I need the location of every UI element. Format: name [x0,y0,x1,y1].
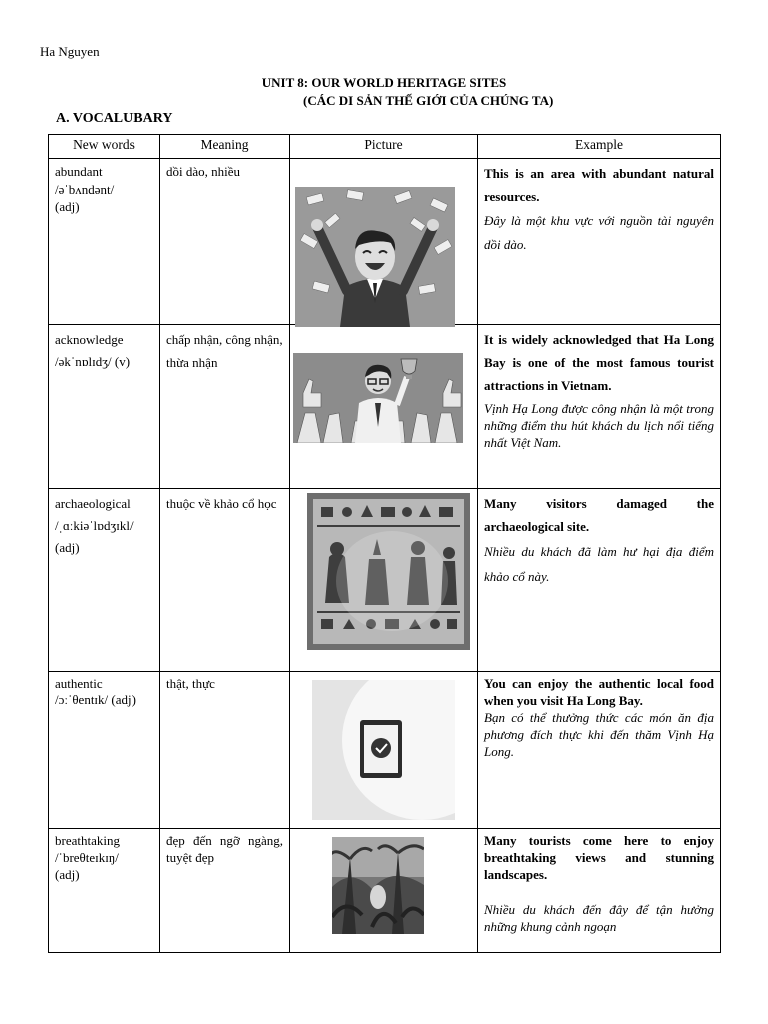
word-cell [49,672,160,829]
picture-cell [290,159,478,325]
word-cell [49,325,160,489]
vocab-pronunciation: /ɔːˈθentɪk/ (adj) [55,691,136,707]
example-cell [478,672,721,829]
jungle-landscape-image [332,837,424,934]
vocab-meaning: dồi dào, nhiều [166,164,241,179]
example-cell [478,489,721,672]
example-vietnamese: Đây là một khu vực với nguồn tài nguyên dồi dào. [484,212,714,253]
meaning-cell [160,672,290,829]
author-name: Ha Nguyen [40,44,100,59]
example-cell [478,159,721,325]
meaning-cell [160,325,290,489]
header-picture: Picture [290,135,478,159]
picture-cell [290,829,478,953]
example-english: It is widely acknowledged that Ha Long Bay is one of the most famous tourist attractions in Vietnam. [484,332,714,393]
vocab-word: breathtaking [55,833,120,848]
word-cell [49,159,160,325]
vocab-pronunciation: /ˈbreθteɪkɪŋ/ [55,849,119,865]
example-vietnamese: Vịnh Hạ Long được công nhận là một trong những điểm thu hút khách du lịch nổi tiếng nhất Việt Nam. [484,401,714,451]
vocab-meaning: đẹp đến ngỡ ngàng, tuyệt đẹp [166,833,283,865]
table-row [49,489,721,672]
egyptian-hieroglyph-image [307,493,470,650]
example-english: Many visitors damaged the archaeological site. [484,496,714,534]
example-vietnamese: Bạn có thể thưởng thức các món ăn địa phương đích thực khi đến thăm Vịnh Hạ Long. [484,709,714,759]
vocab-word: acknowledge [55,332,124,347]
word-cell [49,829,160,953]
example-vietnamese: Nhiều du khách đến đây để tận hưởng những khung cảnh ngoạn [484,901,714,934]
vocab-part-of-speech: (adj) [55,866,80,882]
vocab-pronunciation: /əˈbʌndənt/ [55,181,115,197]
picture-cell [290,672,478,829]
vocab-part-of-speech: (adj) [55,199,80,215]
word-cell [49,489,160,672]
example-cell [478,325,721,489]
vocab-meaning: thật, thực [166,676,215,691]
picture-cell [290,325,478,489]
example-english: This is an area with abundant natural resources. [484,166,714,204]
vocab-meaning: chấp nhận, công nhận, thừa nhận [166,332,283,370]
vocab-word: abundant [55,164,103,179]
example-english: Many tourists come here to enjoy breathtaking views and stunning landscapes. [484,833,714,882]
vocab-word: authentic [55,676,103,691]
man-with-trophy-image [293,353,463,443]
meaning-cell [160,159,290,325]
header-meaning: Meaning [160,135,290,159]
vocab-pronunciation: /ˌɑːkiəˈlɒdʒɪkl/ [55,518,134,534]
example-vietnamese: Nhiều du khách đã làm hư hại địa điểm khảo cổ này. [484,543,714,584]
vocab-pronunciation: /əkˈnɒlɪdʒ/ (v) [55,353,131,369]
table-row [49,325,721,489]
header-example: Example [478,135,721,159]
meaning-cell [160,829,290,953]
unit-subtitle: (CÁC DI SẢN THẾ GIỚI CỦA CHÚNG TA) [303,93,554,108]
vocab-part-of-speech: (adj) [55,540,80,556]
table-row [49,159,721,325]
unit-title: UNIT 8: OUR WORLD HERITAGE SITES [261,75,507,90]
example-cell [478,829,721,953]
table-header-row [49,135,721,159]
example-english: You can enjoy the authentic local food when you visit Ha Long Bay. [484,676,714,708]
tablet-check-image [312,680,455,820]
section-heading: A. VOCALUBARY [56,111,173,126]
picture-cell [290,489,478,672]
vocab-word: archaeological [55,496,131,511]
table-row [49,829,721,953]
vocabulary-table [48,134,721,953]
vocab-meaning: thuộc về khảo cổ học [166,496,277,511]
man-celebrating-with-money-image [295,187,455,327]
meaning-cell [160,489,290,672]
header-new-words: New words [49,135,160,159]
table-row [49,672,721,829]
